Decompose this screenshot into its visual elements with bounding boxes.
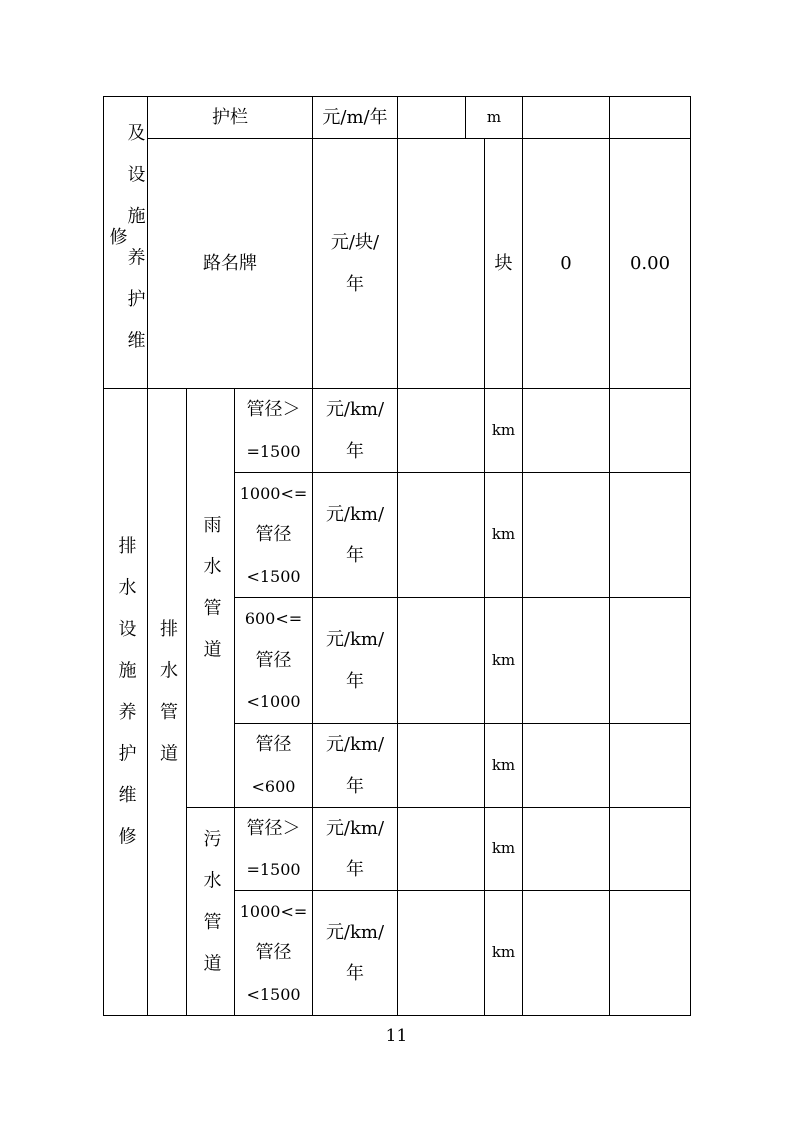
item-name: 护栏 [212, 106, 248, 128]
sewage-pipe-label [187, 808, 234, 1015]
price-unit: 元/km/ 年 [325, 921, 385, 984]
category-label [104, 389, 147, 1015]
price-unit: 元/km/ 年 [325, 503, 385, 566]
sewage-pipe-label-text: 污水管道 [200, 828, 222, 995]
pipe-spec: 管径＞ =1500 [246, 817, 301, 879]
unit: km [491, 525, 516, 544]
unit: m [486, 107, 502, 126]
pipe-spec: 600<= 管径 <1000 [244, 609, 303, 712]
unit: km [491, 755, 516, 774]
price-unit: 元/块/ 年 [330, 232, 380, 295]
pipe-spec: 1000<= 管径 <1500 [239, 901, 308, 1004]
subcategory-label-text: 排水管道 [157, 619, 178, 785]
subcategory-label [148, 389, 186, 1015]
unit: km [491, 839, 516, 858]
price-unit: 元/m/年 [322, 106, 388, 128]
page-number: 11 [385, 1026, 408, 1046]
unit: km [491, 943, 516, 962]
quantity: 0 [560, 252, 572, 274]
item-name: 路名牌 [203, 252, 257, 274]
col-line [397, 96, 398, 1016]
amount: 0.00 [629, 252, 671, 274]
rain-pipe-label [187, 389, 234, 807]
unit: km [491, 650, 516, 669]
price-unit: 元/km/ 年 [325, 817, 385, 880]
category-label-text: 排水设施养护维修 [115, 536, 137, 868]
category-label-text: 及设施养护维修 [106, 123, 146, 372]
price-unit: 元/km/ 年 [325, 734, 385, 797]
price-unit: 元/km/ 年 [325, 629, 385, 692]
unit: 块 [494, 252, 513, 274]
category-label [104, 96, 147, 388]
rain-pipe-label-text: 雨水管道 [200, 515, 222, 681]
price-unit: 元/km/ 年 [325, 399, 385, 462]
pipe-spec: 管径 <600 [251, 734, 296, 796]
unit: km [491, 420, 516, 439]
pipe-spec: 管径＞ =1500 [246, 399, 301, 461]
table-border-right [690, 96, 691, 1016]
pipe-spec: 1000<= 管径 <1500 [239, 483, 308, 586]
